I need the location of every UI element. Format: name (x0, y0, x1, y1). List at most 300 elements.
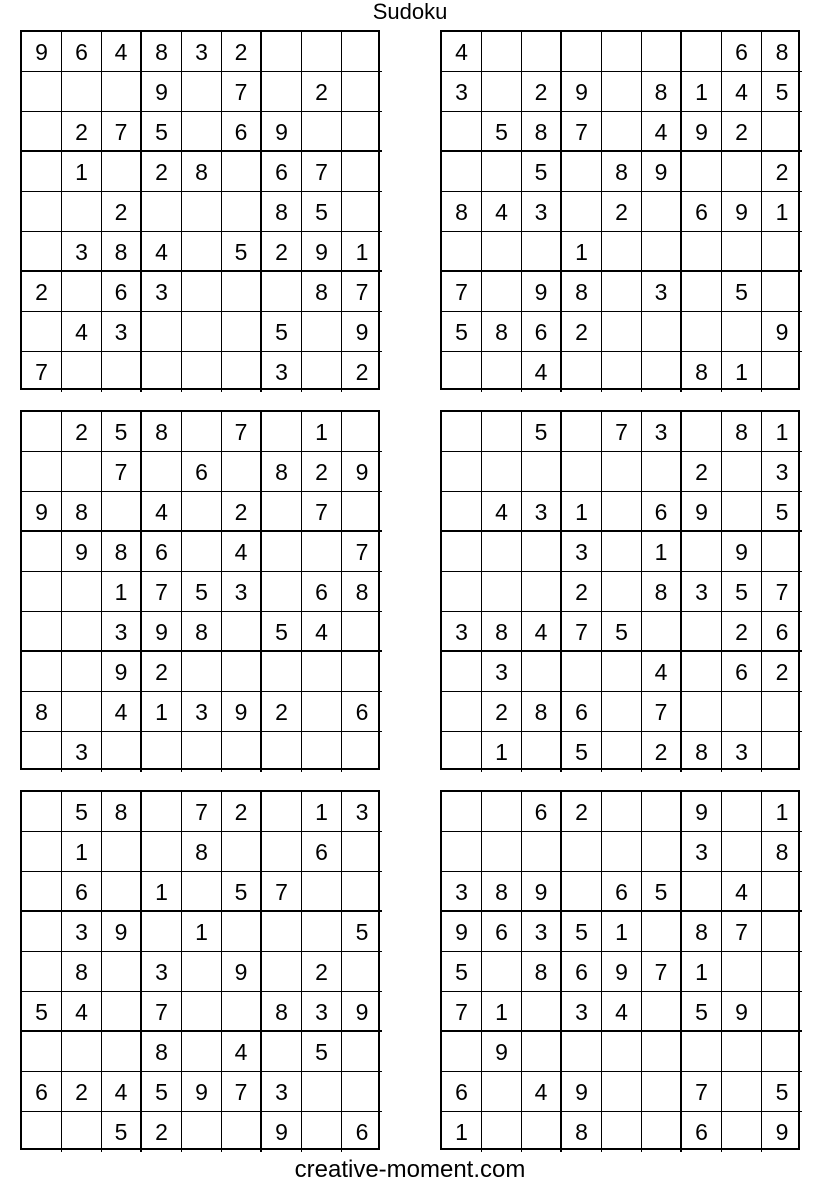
sudoku-cell[interactable]: 8 (142, 412, 182, 452)
sudoku-cell[interactable]: 7 (142, 992, 182, 1032)
sudoku-cell[interactable]: 6 (562, 692, 602, 732)
sudoku-cell[interactable] (302, 1072, 342, 1112)
sudoku-cell[interactable]: 5 (762, 1072, 802, 1112)
sudoku-cell[interactable]: 3 (442, 872, 482, 912)
sudoku-cell[interactable]: 3 (182, 692, 222, 732)
sudoku-cell[interactable]: 9 (762, 312, 802, 352)
sudoku-cell[interactable]: 2 (262, 692, 302, 732)
sudoku-cell[interactable] (262, 32, 302, 72)
sudoku-cell[interactable]: 6 (222, 112, 262, 152)
sudoku-cell[interactable] (522, 1032, 562, 1072)
sudoku-cell[interactable]: 1 (62, 832, 102, 872)
sudoku-cell[interactable]: 8 (762, 832, 802, 872)
sudoku-cell[interactable] (262, 272, 302, 312)
sudoku-cell[interactable] (602, 532, 642, 572)
sudoku-cell[interactable]: 8 (102, 792, 142, 832)
sudoku-cell[interactable] (722, 692, 762, 732)
sudoku-cell[interactable] (722, 492, 762, 532)
sudoku-cell[interactable] (22, 732, 62, 772)
sudoku-cell[interactable]: 2 (142, 152, 182, 192)
sudoku-cell[interactable]: 7 (682, 1072, 722, 1112)
sudoku-cell[interactable]: 3 (522, 912, 562, 952)
sudoku-cell[interactable]: 3 (562, 992, 602, 1032)
sudoku-cell[interactable] (762, 912, 802, 952)
sudoku-cell[interactable]: 7 (142, 572, 182, 612)
sudoku-cell[interactable]: 5 (522, 412, 562, 452)
sudoku-cell[interactable]: 1 (722, 352, 762, 392)
sudoku-cell[interactable]: 9 (302, 232, 342, 272)
sudoku-cell[interactable]: 2 (562, 792, 602, 832)
sudoku-cell[interactable] (102, 732, 142, 772)
sudoku-cell[interactable]: 3 (62, 732, 102, 772)
sudoku-cell[interactable] (522, 532, 562, 572)
sudoku-cell[interactable]: 4 (642, 652, 682, 692)
sudoku-cell[interactable] (22, 312, 62, 352)
sudoku-cell[interactable]: 6 (302, 572, 342, 612)
sudoku-cell[interactable] (262, 1032, 302, 1072)
sudoku-cell[interactable] (342, 612, 382, 652)
sudoku-cell[interactable] (222, 652, 262, 692)
sudoku-cell[interactable] (722, 1112, 762, 1152)
sudoku-cell[interactable]: 2 (222, 792, 262, 832)
sudoku-cell[interactable] (722, 232, 762, 272)
sudoku-cell[interactable]: 8 (102, 532, 142, 572)
sudoku-cell[interactable] (642, 232, 682, 272)
sudoku-cell[interactable] (22, 652, 62, 692)
sudoku-cell[interactable]: 8 (102, 232, 142, 272)
sudoku-cell[interactable] (682, 612, 722, 652)
sudoku-cell[interactable] (262, 652, 302, 692)
sudoku-cell[interactable] (442, 732, 482, 772)
sudoku-cell[interactable] (222, 732, 262, 772)
sudoku-cell[interactable]: 4 (522, 1072, 562, 1112)
sudoku-cell[interactable]: 2 (602, 192, 642, 232)
sudoku-cell[interactable] (302, 912, 342, 952)
sudoku-cell[interactable] (602, 652, 642, 692)
sudoku-cell[interactable]: 1 (62, 152, 102, 192)
sudoku-cell[interactable]: 6 (522, 312, 562, 352)
sudoku-cell[interactable]: 8 (482, 612, 522, 652)
sudoku-cell[interactable]: 9 (722, 532, 762, 572)
sudoku-cell[interactable]: 6 (522, 792, 562, 832)
sudoku-cell[interactable]: 7 (342, 272, 382, 312)
sudoku-cell[interactable]: 7 (602, 412, 642, 452)
sudoku-cell[interactable] (722, 1032, 762, 1072)
sudoku-cell[interactable] (642, 792, 682, 832)
sudoku-cell[interactable] (222, 832, 262, 872)
sudoku-cell[interactable]: 3 (642, 272, 682, 312)
sudoku-cell[interactable] (682, 412, 722, 452)
sudoku-cell[interactable] (22, 112, 62, 152)
sudoku-cell[interactable]: 8 (522, 112, 562, 152)
sudoku-cell[interactable]: 1 (562, 492, 602, 532)
sudoku-cell[interactable]: 8 (682, 732, 722, 772)
sudoku-cell[interactable]: 1 (762, 192, 802, 232)
sudoku-cell[interactable] (62, 612, 102, 652)
sudoku-cell[interactable] (62, 1032, 102, 1072)
sudoku-cell[interactable] (142, 792, 182, 832)
sudoku-cell[interactable]: 2 (562, 312, 602, 352)
sudoku-cell[interactable]: 6 (102, 272, 142, 312)
sudoku-cell[interactable]: 6 (142, 532, 182, 572)
sudoku-cell[interactable]: 8 (262, 992, 302, 1032)
sudoku-cell[interactable] (642, 1072, 682, 1112)
sudoku-cell[interactable]: 9 (22, 492, 62, 532)
sudoku-cell[interactable]: 3 (762, 452, 802, 492)
sudoku-cell[interactable]: 8 (262, 452, 302, 492)
sudoku-cell[interactable]: 1 (642, 532, 682, 572)
sudoku-cell[interactable] (482, 152, 522, 192)
sudoku-cell[interactable] (142, 352, 182, 392)
sudoku-cell[interactable] (342, 492, 382, 532)
sudoku-cell[interactable] (482, 232, 522, 272)
sudoku-cell[interactable]: 8 (22, 692, 62, 732)
sudoku-cell[interactable] (642, 32, 682, 72)
sudoku-cell[interactable] (642, 1112, 682, 1152)
sudoku-cell[interactable] (142, 912, 182, 952)
sudoku-cell[interactable] (682, 312, 722, 352)
sudoku-cell[interactable] (102, 492, 142, 532)
sudoku-cell[interactable]: 4 (142, 492, 182, 532)
sudoku-cell[interactable]: 5 (302, 192, 342, 232)
sudoku-cell[interactable]: 5 (222, 232, 262, 272)
sudoku-cell[interactable]: 7 (442, 272, 482, 312)
sudoku-cell[interactable] (642, 1032, 682, 1072)
sudoku-cell[interactable] (522, 572, 562, 612)
sudoku-cell[interactable]: 9 (562, 1072, 602, 1112)
sudoku-cell[interactable]: 3 (142, 272, 182, 312)
sudoku-cell[interactable]: 7 (222, 412, 262, 452)
sudoku-cell[interactable] (22, 72, 62, 112)
sudoku-cell[interactable] (442, 1032, 482, 1072)
sudoku-cell[interactable] (222, 612, 262, 652)
sudoku-cell[interactable]: 3 (262, 352, 302, 392)
sudoku-cell[interactable]: 2 (62, 1072, 102, 1112)
sudoku-cell[interactable] (102, 1032, 142, 1072)
sudoku-cell[interactable] (482, 452, 522, 492)
sudoku-cell[interactable]: 8 (182, 832, 222, 872)
sudoku-cell[interactable] (562, 192, 602, 232)
sudoku-cell[interactable]: 5 (442, 312, 482, 352)
sudoku-cell[interactable] (222, 272, 262, 312)
sudoku-cell[interactable]: 1 (482, 992, 522, 1032)
sudoku-cell[interactable]: 6 (342, 692, 382, 732)
sudoku-cell[interactable]: 7 (722, 912, 762, 952)
sudoku-cell[interactable] (602, 1032, 642, 1072)
sudoku-cell[interactable]: 2 (22, 272, 62, 312)
sudoku-cell[interactable]: 1 (442, 1112, 482, 1152)
sudoku-cell[interactable]: 2 (722, 612, 762, 652)
sudoku-cell[interactable] (62, 72, 102, 112)
sudoku-cell[interactable] (602, 112, 642, 152)
sudoku-cell[interactable]: 9 (142, 72, 182, 112)
sudoku-cell[interactable] (142, 832, 182, 872)
sudoku-cell[interactable]: 2 (302, 452, 342, 492)
sudoku-cell[interactable] (342, 152, 382, 192)
sudoku-cell[interactable]: 2 (62, 412, 102, 452)
sudoku-cell[interactable]: 7 (442, 992, 482, 1032)
sudoku-cell[interactable] (762, 272, 802, 312)
sudoku-cell[interactable] (62, 272, 102, 312)
sudoku-cell[interactable]: 1 (142, 692, 182, 732)
sudoku-cell[interactable] (442, 572, 482, 612)
sudoku-cell[interactable]: 3 (642, 412, 682, 452)
sudoku-cell[interactable]: 5 (562, 912, 602, 952)
sudoku-cell[interactable]: 8 (562, 1112, 602, 1152)
sudoku-cell[interactable]: 3 (342, 792, 382, 832)
sudoku-cell[interactable]: 4 (642, 112, 682, 152)
sudoku-cell[interactable] (342, 732, 382, 772)
sudoku-cell[interactable]: 9 (602, 952, 642, 992)
sudoku-cell[interactable]: 5 (62, 792, 102, 832)
sudoku-cell[interactable]: 4 (62, 312, 102, 352)
sudoku-cell[interactable] (22, 192, 62, 232)
sudoku-cell[interactable] (522, 452, 562, 492)
sudoku-cell[interactable]: 1 (302, 792, 342, 832)
sudoku-cell[interactable]: 6 (762, 612, 802, 652)
sudoku-cell[interactable] (682, 652, 722, 692)
sudoku-cell[interactable] (602, 492, 642, 532)
sudoku-cell[interactable] (682, 152, 722, 192)
sudoku-cell[interactable] (302, 732, 342, 772)
sudoku-cell[interactable] (642, 912, 682, 952)
sudoku-cell[interactable] (562, 452, 602, 492)
sudoku-cell[interactable] (562, 832, 602, 872)
sudoku-cell[interactable]: 6 (62, 872, 102, 912)
sudoku-cell[interactable]: 9 (262, 1112, 302, 1152)
sudoku-cell[interactable] (762, 992, 802, 1032)
sudoku-cell[interactable]: 8 (442, 192, 482, 232)
sudoku-cell[interactable]: 4 (602, 992, 642, 1032)
sudoku-cell[interactable] (22, 952, 62, 992)
sudoku-cell[interactable]: 5 (682, 992, 722, 1032)
sudoku-cell[interactable]: 4 (62, 992, 102, 1032)
sudoku-cell[interactable]: 4 (442, 32, 482, 72)
sudoku-cell[interactable]: 3 (102, 612, 142, 652)
sudoku-cell[interactable]: 3 (182, 32, 222, 72)
sudoku-cell[interactable]: 1 (342, 232, 382, 272)
sudoku-cell[interactable]: 5 (302, 1032, 342, 1072)
sudoku-cell[interactable]: 8 (682, 912, 722, 952)
sudoku-cell[interactable]: 9 (62, 532, 102, 572)
sudoku-cell[interactable]: 6 (482, 912, 522, 952)
sudoku-cell[interactable]: 2 (522, 72, 562, 112)
sudoku-cell[interactable]: 3 (222, 572, 262, 612)
sudoku-cell[interactable]: 3 (562, 532, 602, 572)
sudoku-cell[interactable] (182, 192, 222, 232)
sudoku-cell[interactable] (22, 1112, 62, 1152)
sudoku-cell[interactable] (142, 312, 182, 352)
sudoku-cell[interactable] (762, 232, 802, 272)
sudoku-cell[interactable] (262, 912, 302, 952)
sudoku-cell[interactable]: 8 (482, 872, 522, 912)
sudoku-cell[interactable]: 5 (442, 952, 482, 992)
sudoku-cell[interactable] (262, 412, 302, 452)
sudoku-cell[interactable]: 6 (602, 872, 642, 912)
sudoku-cell[interactable]: 6 (682, 1112, 722, 1152)
sudoku-cell[interactable] (142, 452, 182, 492)
sudoku-cell[interactable]: 7 (562, 112, 602, 152)
sudoku-cell[interactable] (62, 192, 102, 232)
sudoku-cell[interactable]: 2 (482, 692, 522, 732)
sudoku-cell[interactable]: 8 (262, 192, 302, 232)
sudoku-cell[interactable] (562, 1032, 602, 1072)
sudoku-cell[interactable]: 8 (762, 32, 802, 72)
sudoku-cell[interactable]: 6 (562, 952, 602, 992)
sudoku-cell[interactable] (602, 792, 642, 832)
sudoku-cell[interactable]: 7 (562, 612, 602, 652)
sudoku-cell[interactable] (442, 832, 482, 872)
sudoku-cell[interactable]: 4 (722, 872, 762, 912)
sudoku-cell[interactable]: 9 (442, 912, 482, 952)
sudoku-cell[interactable]: 7 (102, 112, 142, 152)
sudoku-cell[interactable]: 5 (182, 572, 222, 612)
sudoku-cell[interactable]: 5 (722, 572, 762, 612)
sudoku-cell[interactable] (222, 312, 262, 352)
sudoku-cell[interactable]: 3 (62, 912, 102, 952)
sudoku-cell[interactable] (442, 412, 482, 452)
sudoku-cell[interactable]: 5 (102, 1112, 142, 1152)
sudoku-cell[interactable] (102, 72, 142, 112)
sudoku-cell[interactable] (722, 152, 762, 192)
sudoku-cell[interactable] (62, 452, 102, 492)
sudoku-cell[interactable] (482, 412, 522, 452)
sudoku-cell[interactable]: 3 (682, 832, 722, 872)
sudoku-cell[interactable]: 7 (222, 1072, 262, 1112)
sudoku-cell[interactable]: 6 (722, 32, 762, 72)
sudoku-cell[interactable] (642, 612, 682, 652)
sudoku-cell[interactable]: 9 (102, 912, 142, 952)
sudoku-cell[interactable]: 9 (522, 872, 562, 912)
sudoku-cell[interactable]: 9 (222, 692, 262, 732)
sudoku-cell[interactable] (102, 952, 142, 992)
sudoku-cell[interactable] (22, 532, 62, 572)
sudoku-cell[interactable] (442, 452, 482, 492)
sudoku-cell[interactable] (442, 652, 482, 692)
sudoku-cell[interactable]: 1 (562, 232, 602, 272)
sudoku-cell[interactable]: 3 (302, 992, 342, 1032)
sudoku-cell[interactable]: 3 (722, 732, 762, 772)
sudoku-cell[interactable] (222, 452, 262, 492)
sudoku-cell[interactable] (102, 872, 142, 912)
sudoku-cell[interactable]: 2 (262, 232, 302, 272)
sudoku-cell[interactable] (642, 452, 682, 492)
sudoku-cell[interactable] (762, 952, 802, 992)
sudoku-cell[interactable]: 7 (22, 352, 62, 392)
sudoku-cell[interactable]: 3 (482, 652, 522, 692)
sudoku-cell[interactable]: 3 (142, 952, 182, 992)
sudoku-cell[interactable] (182, 112, 222, 152)
sudoku-cell[interactable] (342, 192, 382, 232)
sudoku-cell[interactable] (222, 912, 262, 952)
sudoku-cell[interactable] (182, 232, 222, 272)
sudoku-cell[interactable]: 4 (142, 232, 182, 272)
sudoku-cell[interactable]: 8 (142, 1032, 182, 1072)
sudoku-cell[interactable]: 2 (642, 732, 682, 772)
sudoku-cell[interactable] (522, 232, 562, 272)
sudoku-cell[interactable] (222, 352, 262, 392)
sudoku-cell[interactable] (482, 572, 522, 612)
sudoku-cell[interactable] (482, 352, 522, 392)
sudoku-cell[interactable] (602, 692, 642, 732)
sudoku-cell[interactable]: 3 (522, 492, 562, 532)
sudoku-cell[interactable] (342, 412, 382, 452)
sudoku-cell[interactable] (262, 952, 302, 992)
sudoku-cell[interactable] (342, 832, 382, 872)
sudoku-cell[interactable]: 9 (722, 192, 762, 232)
sudoku-cell[interactable]: 7 (642, 952, 682, 992)
sudoku-cell[interactable]: 5 (262, 312, 302, 352)
sudoku-cell[interactable]: 4 (522, 352, 562, 392)
sudoku-cell[interactable] (522, 32, 562, 72)
sudoku-cell[interactable] (682, 692, 722, 732)
sudoku-cell[interactable] (22, 412, 62, 452)
sudoku-cell[interactable] (182, 1112, 222, 1152)
sudoku-cell[interactable] (682, 32, 722, 72)
sudoku-cell[interactable]: 1 (102, 572, 142, 612)
sudoku-cell[interactable]: 8 (142, 32, 182, 72)
sudoku-cell[interactable]: 6 (682, 192, 722, 232)
sudoku-cell[interactable]: 5 (102, 412, 142, 452)
sudoku-cell[interactable] (22, 832, 62, 872)
sudoku-cell[interactable] (62, 692, 102, 732)
sudoku-cell[interactable]: 8 (682, 352, 722, 392)
sudoku-cell[interactable]: 4 (222, 532, 262, 572)
sudoku-cell[interactable] (522, 992, 562, 1032)
sudoku-cell[interactable]: 8 (722, 412, 762, 452)
sudoku-cell[interactable] (562, 872, 602, 912)
sudoku-cell[interactable] (182, 1032, 222, 1072)
sudoku-cell[interactable] (262, 492, 302, 532)
sudoku-cell[interactable] (302, 692, 342, 732)
sudoku-cell[interactable] (342, 32, 382, 72)
sudoku-cell[interactable]: 6 (62, 32, 102, 72)
sudoku-cell[interactable] (182, 72, 222, 112)
sudoku-cell[interactable] (222, 1112, 262, 1152)
sudoku-cell[interactable]: 9 (775, 1119, 789, 1145)
sudoku-cell[interactable] (62, 572, 102, 612)
sudoku-cell[interactable]: 3 (102, 312, 142, 352)
sudoku-cell[interactable] (342, 72, 382, 112)
sudoku-cell[interactable]: 4 (222, 1032, 262, 1072)
sudoku-cell[interactable] (62, 352, 102, 392)
sudoku-cell[interactable] (262, 72, 302, 112)
sudoku-cell[interactable]: 1 (482, 732, 522, 772)
sudoku-cell[interactable]: 9 (342, 452, 382, 492)
sudoku-cell[interactable] (302, 652, 342, 692)
sudoku-cell[interactable] (262, 732, 302, 772)
sudoku-cell[interactable] (142, 732, 182, 772)
sudoku-cell[interactable]: 9 (682, 792, 722, 832)
sudoku-cell[interactable] (602, 452, 642, 492)
sudoku-cell[interactable] (482, 272, 522, 312)
sudoku-cell[interactable]: 5 (762, 72, 802, 112)
sudoku-cell[interactable] (342, 112, 382, 152)
sudoku-cell[interactable]: 8 (562, 272, 602, 312)
sudoku-cell[interactable]: 9 (342, 992, 382, 1032)
sudoku-cell[interactable] (482, 72, 522, 112)
sudoku-cell[interactable] (602, 832, 642, 872)
sudoku-cell[interactable]: 9 (682, 112, 722, 152)
sudoku-cell[interactable]: 9 (342, 312, 382, 352)
sudoku-cell[interactable]: 2 (302, 72, 342, 112)
sudoku-cell[interactable] (22, 612, 62, 652)
sudoku-cell[interactable]: 8 (642, 72, 682, 112)
sudoku-cell[interactable] (262, 792, 302, 832)
sudoku-cell[interactable]: 2 (355, 359, 369, 385)
sudoku-cell[interactable] (302, 312, 342, 352)
sudoku-cell[interactable] (182, 412, 222, 452)
